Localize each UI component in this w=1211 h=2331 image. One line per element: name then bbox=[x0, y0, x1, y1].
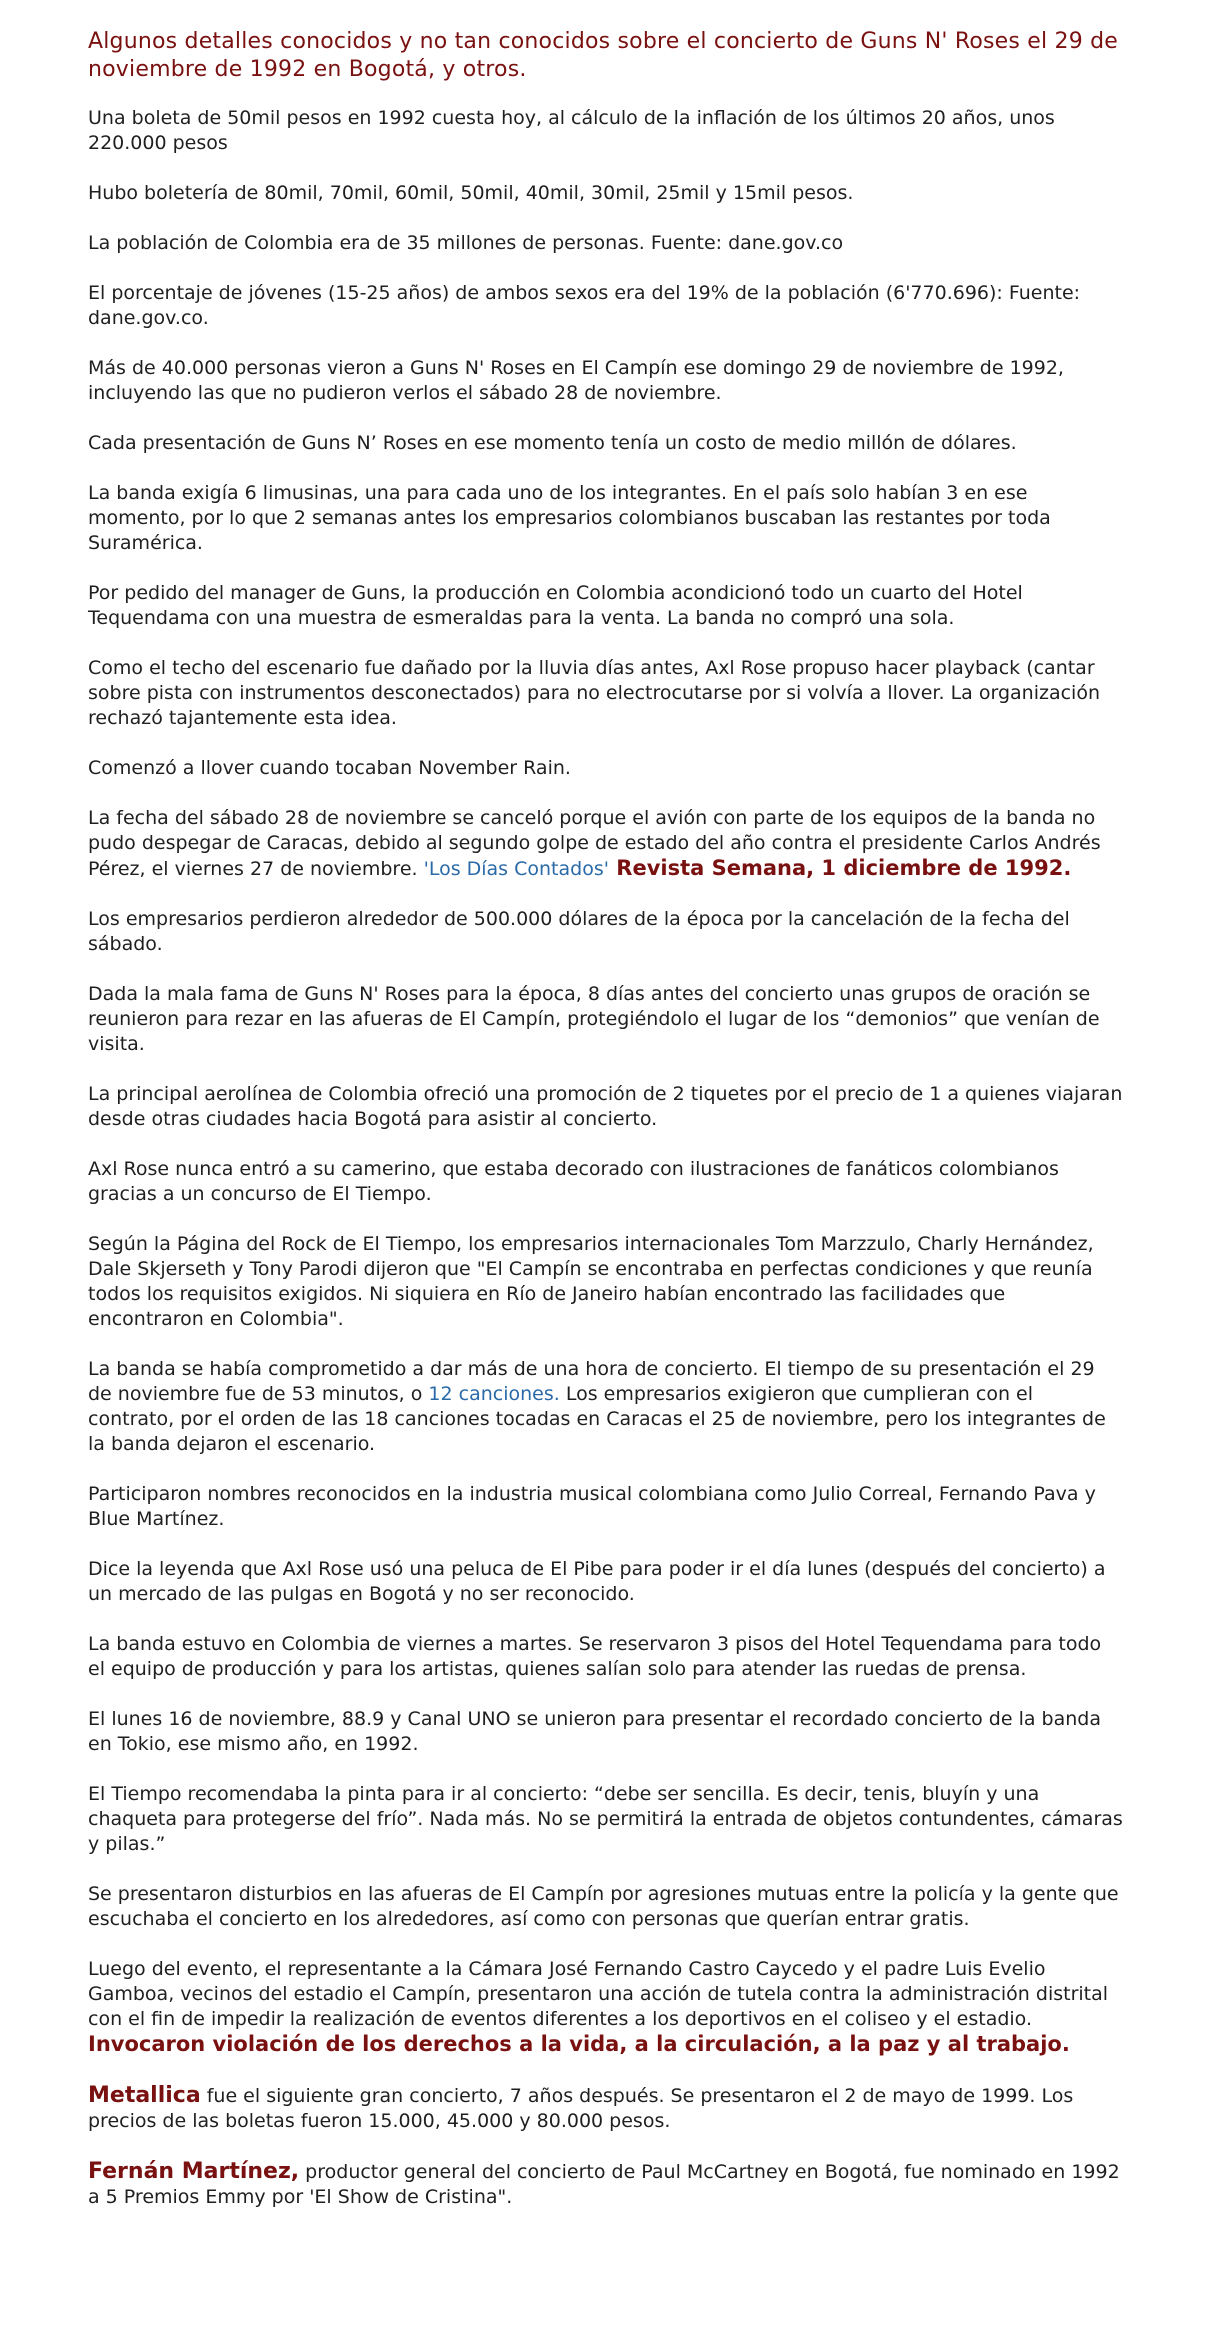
article-title: Algunos detalles conocidos y no tan conocidos sobre el concierto de Guns N' Roses el 29 de noviembre de 1992 en Bogotá, y otros. bbox=[88, 29, 1118, 82]
fact-november-rain: Comenzó a llover cuando tocaban November Rain. bbox=[88, 757, 571, 779]
twelve-songs-link[interactable]: 12 canciones. bbox=[428, 1383, 560, 1405]
fact-youth-percentage: El porcentaje de jóvenes (15-25 años) de ambos sexos era del 19% de la población (6'770.696): Fuente: dane.gov.co. bbox=[88, 282, 1081, 329]
fact-fernan-martinez-text: productor general del concierto de Paul McCartney en Bogotá, fue nominado en 1992 a 5 Premios Emmy por 'El Show de Cristina". bbox=[88, 2161, 1120, 2208]
fact-show-length-text-b: Los empresarios exigieron que cumplieran con el contrato, por el orden de las 18 canciones tocadas en Caracas el 25 de noviembre, pero los integrantes de la banda dejaron el escenario. bbox=[88, 1383, 1106, 1455]
metallica-name: Metallica bbox=[88, 2083, 201, 2108]
fact-ticket-tiers: Hubo boletería de 80mil, 70mil, 60mil, 50mil, 40mil, 30mil, 25mil y 15mil pesos. bbox=[88, 182, 854, 204]
fact-show-length-text-a: La banda se había comprometido a dar más de una hora de concierto. El tiempo de su presentación el 29 de noviembre fue de 53 minutos, o bbox=[88, 1358, 1095, 1405]
fact-tutela-emphasis: Invocaron violación de los derechos a la vida, a la circulación, a la paz y al trabajo. bbox=[88, 2032, 1070, 2056]
fernan-martinez-name: Fernán Martínez, bbox=[88, 2159, 300, 2184]
fact-prayer-groups: Dada la mala fama de Guns N' Roses para la época, 8 días antes del concierto unas grupos de oración se reunieron para rezar en las afueras de El Campín, protegiéndolo el lugar de los “demonios” que venían de visita. bbox=[88, 983, 1100, 1055]
fact-playback: Como el techo del escenario fue dañado por la lluvia días antes, Axl Rose propuso hacer playback (cantar sobre pista con instrumentos desconectados) para no electrocutarse por si volvía a llover. La organización rechazó tajantemente esta idea. bbox=[88, 657, 1100, 729]
fact-tutela bbox=[88, 1957, 1123, 2058]
fact-airline-promo: La principal aerolínea de Colombia ofreció una promoción de 2 tiquetes por el precio de 1 a quienes viajaran desde otras ciudades hacia Bogotá para asistir al concierto. bbox=[88, 1083, 1123, 1130]
fact-wig-legend: Dice la leyenda que Axl Rose usó una peluca de El Pibe para poder ir el día lunes (después del concierto) a un mercado de las pulgas en Bogotá y no ser reconocido. bbox=[88, 1558, 1106, 1605]
fact-show-cost: Cada presentación de Guns N’ Roses en ese momento tenía un costo de medio millón de dólares. bbox=[88, 432, 1017, 454]
semana-citation: Revista Semana, 1 diciembre de 1992. bbox=[608, 856, 1072, 880]
fact-attendance: Más de 40.000 personas vieron a Guns N' Roses en El Campín ese domingo 29 de noviembre de 1992, incluyendo las que no pudieron verlos el sábado 28 de noviembre. bbox=[88, 357, 1064, 404]
fact-participants: Participaron nombres reconocidos en la industria musical colombiana como Julio Correal, Fernando Pava y Blue Martínez. bbox=[88, 1483, 1096, 1530]
fact-cancellation bbox=[88, 806, 1123, 882]
fact-show-length bbox=[88, 1357, 1123, 1457]
fact-tokyo-broadcast: El lunes 16 de noviembre, 88.9 y Canal UNO se unieron para presentar el recordado concierto de la banda en Tokio, ese mismo año, en 1992. bbox=[88, 1708, 1102, 1755]
fact-ticket-price: Una boleta de 50mil pesos en 1992 cuesta hoy, al cálculo de la inflación de los últimos 20 años, unos 220.000 pesos bbox=[88, 107, 1055, 154]
fact-losses: Los empresarios perdieron alrededor de 500.000 dólares de la época por la cancelación de la fecha del sábado. bbox=[88, 908, 1070, 955]
fact-promoters-quote: Según la Página del Rock de El Tiempo, los empresarios internacionales Tom Marzzulo, Charly Hernández, Dale Skjerseth y Tony Parodi dijeron que "El Campín se encontraba en perfectas condiciones y que reunía todos los requisitos exigidos. Ni siquiera en Río de Janeiro habían encontrado las facilidades que encontraron en Colombia". bbox=[88, 1233, 1094, 1330]
fact-emeralds: Por pedido del manager de Guns, la producción en Colombia acondicionó todo un cuarto del Hotel Tequendama con una muestra de esmeraldas para la venta. La banda no compró una sola. bbox=[88, 582, 1023, 629]
fact-population: La población de Colombia era de 35 millones de personas. Fuente: dane.gov.co bbox=[88, 232, 844, 254]
fact-riots: Se presentaron disturbios en las afueras de El Campín por agresiones mutuas entre la policía y la gente que escuchaba el concierto en los alrededores, así como con personas que querían entrar gratis. bbox=[88, 1883, 1119, 1930]
fact-fernan-martinez bbox=[88, 2159, 1123, 2210]
fact-cancellation-text: La fecha del sábado 28 de noviembre se canceló porque el avión con parte de los equipos de la banda no pudo despegar de Caracas, debido al segundo golpe de estado del año contra el presidente Carlos Andrés Pérez, el viernes 27 de noviembre. bbox=[88, 807, 1101, 880]
fact-tutela-text: Luego del evento, el representante a la Cámara José Fernando Castro Caycedo y el padre Luis Evelio Gamboa, vecinos del estadio el Campín, presentaron una acción de tutela contra la administración distrital con el fin de impedir la realización de eventos diferentes a los deportivos en el coliseo y el estadio. bbox=[88, 1958, 1109, 2030]
los-dias-contados-link[interactable]: 'Los Días Contados' bbox=[423, 858, 609, 880]
fact-dress-code: El Tiempo recomendaba la pinta para ir al concierto: “debe ser sencilla. Es decir, tenis, bluyín y una chaqueta para protegerse del frío”. Nada más. No se permitirá la entrada de objetos contundentes, cámaras y pilas.” bbox=[88, 1783, 1123, 1855]
fact-metallica bbox=[88, 2083, 1123, 2134]
fact-hotel-floors: La banda estuvo en Colombia de viernes a martes. Se reservaron 3 pisos del Hotel Tequendama para todo el equipo de producción y para los artistas, quienes salían solo para atender las ruedas de prensa. bbox=[88, 1633, 1102, 1680]
fact-limousines: La banda exigía 6 limusinas, una para cada uno de los integrantes. En el país solo habían 3 en ese momento, por lo que 2 semanas antes los empresarios colombianos buscaban las restantes por toda Suramérica. bbox=[88, 482, 1051, 554]
article bbox=[88, 24, 1123, 2235]
fact-dressing-room: Axl Rose nunca entró a su camerino, que estaba decorado con ilustraciones de fanáticos colombianos gracias a un concurso de El Tiempo. bbox=[88, 1158, 1059, 1205]
fact-metallica-text: fue el siguiente gran concierto, 7 años después. Se presentaron el 2 de mayo de 1999. Los precios de las boletas fueron 15.000, 45.000 y 80.000 pesos. bbox=[88, 2085, 1074, 2132]
